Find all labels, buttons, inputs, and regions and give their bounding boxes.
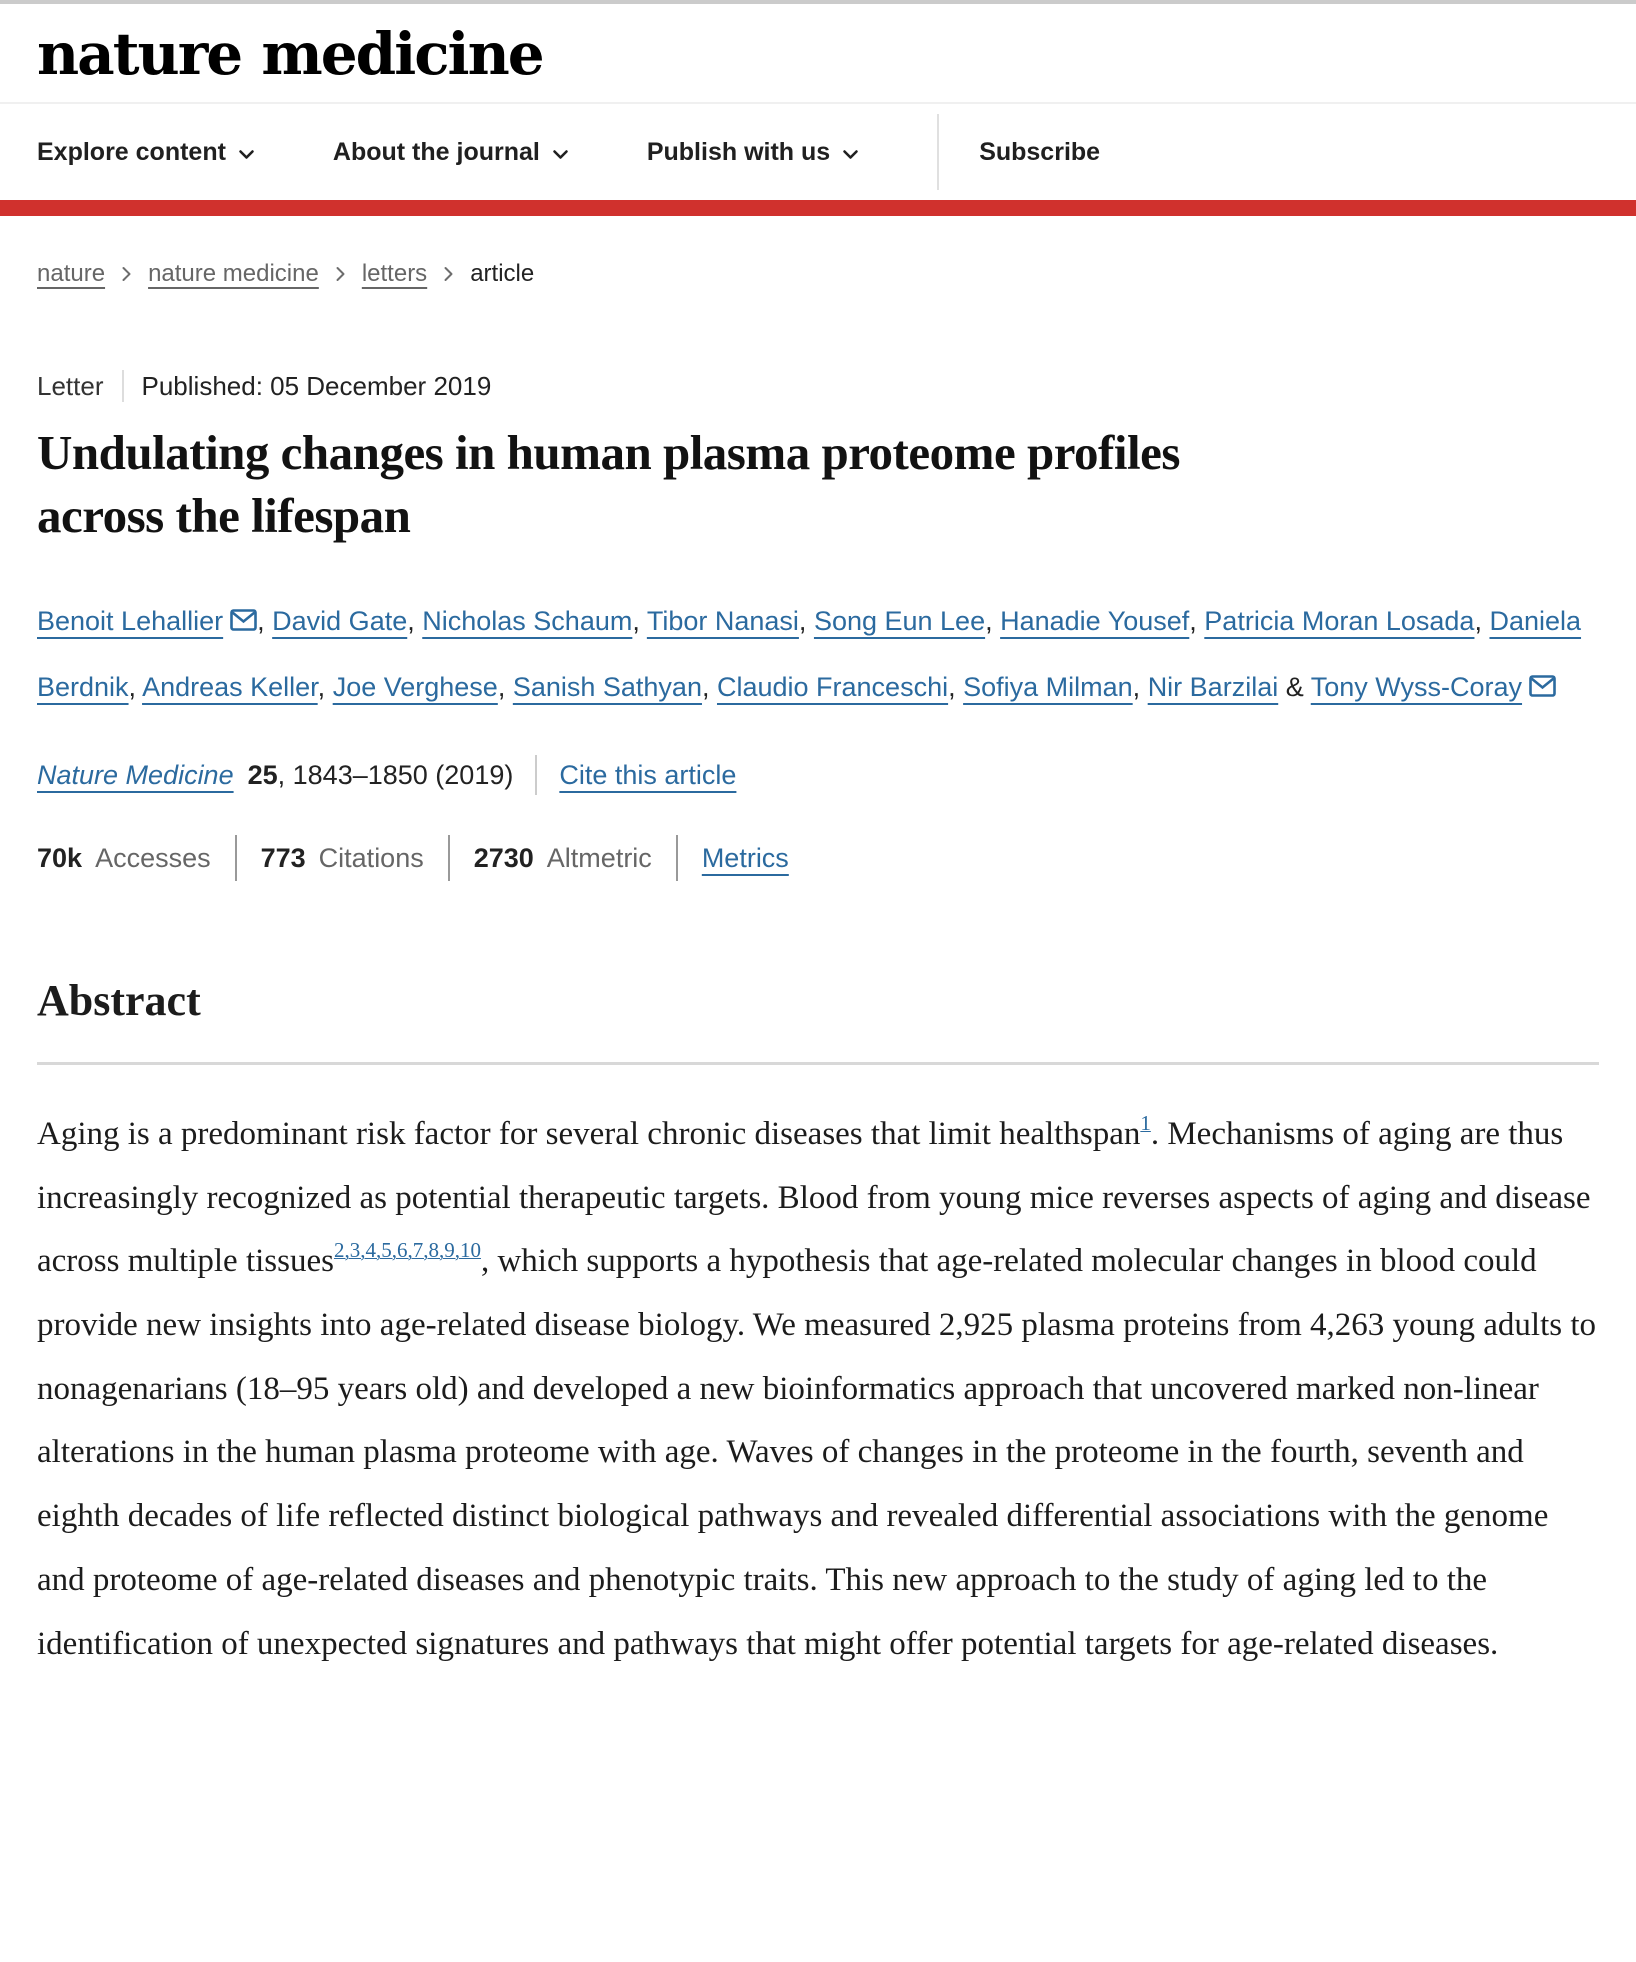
metrics-link[interactable]: Metrics <box>701 842 789 873</box>
journal-volume: 25 <box>247 759 278 790</box>
author-separator: , <box>1189 606 1205 637</box>
nav-item-publish-with-us[interactable] <box>647 138 859 167</box>
metric-label-citations: Citations <box>318 842 424 873</box>
chevron-down-icon <box>238 149 255 160</box>
abstract-text-segment: , which supports a hypothesis that age-related molecular changes in blood could provide new insights into age-related disease biology. We measured 2,925 plasma proteins from 4,263 young adults to nonagenarians (18–95 years old) and developed a new bioinformatics approach that uncovered marked non-linear alterations in the human plasma proteome with age. Waves of changes in the proteome in the fourth, seventh and eighth decades of life reflected distinct biological pathways and revealed differential associations with the genome and proteome of age-related diseases and phenotypic traits. This new approach to the study of aging led to the identification of unexpected signatures and pathways that might offer potential targets for age-related diseases. <box>37 1243 1597 1662</box>
chevron-down-icon <box>552 149 569 160</box>
author-link[interactable]: Daniela Berdnik <box>37 606 1582 703</box>
author-separator: , <box>701 672 717 703</box>
cite-this-article-link[interactable]: Cite this article <box>559 759 737 790</box>
author-separator: , <box>497 672 513 703</box>
reference-superscript-link[interactable]: 2,3,4,5,6,7,8,9,10 <box>333 1238 481 1263</box>
author-link[interactable]: Benoit Lehallier <box>37 606 224 637</box>
author-separator: & <box>1278 672 1311 703</box>
author-link[interactable]: Claudio Franceschi <box>716 672 949 703</box>
page-title: Undulating changes in human plasma proteome profiles across the lifespan <box>37 425 1180 543</box>
chevron-right-icon <box>443 265 454 283</box>
author-link[interactable]: Nicholas Schaum <box>422 606 633 637</box>
author-link[interactable]: Joe Verghese <box>332 672 498 703</box>
author-separator: , <box>128 672 143 703</box>
author-separator: , <box>1474 606 1490 637</box>
chevron-right-icon <box>121 265 132 283</box>
author-separator: , <box>798 606 814 637</box>
metric-divider <box>235 835 237 881</box>
metric-label-accesses: Accesses <box>95 842 211 873</box>
breadcrumb-item-article: article <box>470 260 535 287</box>
chevron-right-icon <box>335 265 346 283</box>
author-link[interactable]: Tony Wyss-Coray <box>1310 672 1523 703</box>
nav-item-label: Publish with us <box>646 137 831 166</box>
citation-divider <box>535 755 537 795</box>
reference-superscript-link[interactable]: 1 <box>1140 1111 1151 1136</box>
chevron-down-icon <box>842 149 859 160</box>
metric-value-citations: 773 <box>260 842 306 873</box>
author-link[interactable]: Patricia Moran Losada <box>1204 606 1475 637</box>
site-header <box>0 4 1636 104</box>
abstract-paragraph <box>37 1103 1599 1676</box>
nav-item-label: Explore content <box>37 137 226 166</box>
author-link[interactable]: Tibor Nanasi <box>646 606 799 637</box>
published-date: Published: 05 December 2019 <box>141 370 492 401</box>
author-link[interactable]: Sofiya Milman <box>963 672 1133 703</box>
nav-item-about-the-journal[interactable] <box>333 138 569 167</box>
chevron-right-icon <box>335 265 346 283</box>
chevron-right-icon <box>121 265 132 283</box>
nav-item-label: About the journal <box>332 137 540 166</box>
nav-item-explore-content[interactable] <box>37 138 255 167</box>
metric-divider <box>448 835 450 881</box>
email-envelope-icon[interactable] <box>230 590 257 655</box>
breadcrumb-item-nature-medicine[interactable]: nature medicine <box>148 260 319 287</box>
abstract-text-segment: Aging is a predominant risk factor for several chronic diseases that limit healthspan <box>37 1116 1141 1153</box>
metric-value-accesses: 70k <box>37 842 83 873</box>
nature-medicine-logo[interactable]: nature medicine <box>37 20 543 88</box>
main-nav <box>0 104 1636 200</box>
abstract-text-segment: . Mechanisms of aging are thus increasingly recognized as potential therapeutic targets. Blood from young mice reverses aspects of aging and disease across multiple tissues <box>37 1116 1591 1280</box>
metrics-row <box>37 835 1599 881</box>
article-page <box>0 260 1636 1756</box>
brand-accent-bar <box>0 200 1636 216</box>
author-link[interactable]: Hanadie Yousef <box>1000 606 1190 637</box>
author-link[interactable]: Andreas Keller <box>142 672 318 703</box>
author-separator: , <box>948 672 964 703</box>
metric-divider <box>676 835 678 881</box>
citation-line <box>37 755 1599 795</box>
author-list <box>37 589 1597 721</box>
author-link[interactable]: Sanish Sathyan <box>512 672 702 703</box>
meta-divider <box>122 370 124 402</box>
subscribe-link[interactable]: Subscribe <box>979 137 1101 166</box>
journal-link[interactable]: Nature Medicine <box>37 759 234 790</box>
article-meta <box>37 370 1599 402</box>
author-separator: , <box>317 672 333 703</box>
author-separator: , <box>1132 672 1148 703</box>
author-separator: , <box>985 606 1001 637</box>
author-link[interactable]: Nir Barzilai <box>1147 672 1279 703</box>
metric-label-altmetric: Altmetric <box>546 842 652 873</box>
abstract-heading: Abstract <box>37 976 201 1026</box>
breadcrumb-item-nature[interactable]: nature <box>37 260 106 287</box>
chevron-right-icon <box>443 265 454 283</box>
breadcrumb-item-letters[interactable]: letters <box>361 260 428 287</box>
nav-divider <box>937 114 939 190</box>
author-separator: , <box>632 606 647 637</box>
nav-items-container <box>37 138 937 167</box>
author-separator: , <box>257 606 273 637</box>
metric-value-altmetric: 2730 <box>473 842 534 873</box>
author-link[interactable]: Song Eun Lee <box>813 606 986 637</box>
article-type-label: Letter <box>37 370 104 401</box>
abstract-divider <box>37 1062 1599 1065</box>
author-link[interactable]: David Gate <box>272 606 408 637</box>
journal-pages-year: , 1843–1850 (2019) <box>277 759 514 790</box>
author-separator: , <box>407 606 423 637</box>
breadcrumb <box>37 260 1599 288</box>
email-envelope-icon[interactable] <box>1529 656 1556 721</box>
